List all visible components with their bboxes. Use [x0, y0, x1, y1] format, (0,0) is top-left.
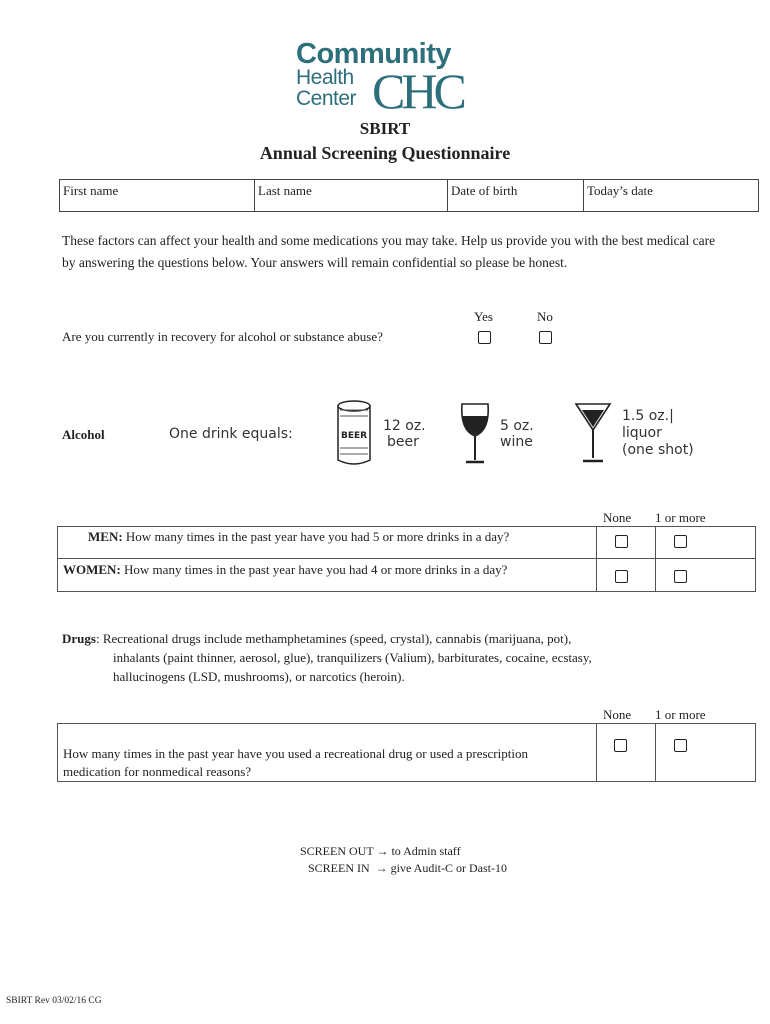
recovery-no-header: No: [537, 309, 553, 324]
alcohol-none-header: None: [603, 510, 632, 525]
form-code-title: SBIRT: [359, 119, 411, 138]
men-none-checkbox[interactable]: [615, 535, 628, 548]
wine-glass-icon: [458, 400, 492, 468]
alcohol-one-or-more-header: 1 or more: [655, 510, 706, 525]
drugs-question-line-2: medication for nonmedical reasons?: [63, 764, 252, 779]
women-label: WOMEN:: [63, 562, 121, 577]
date-of-birth-label: Date of birth: [451, 183, 518, 198]
drugs-table-col-divider-1: [596, 723, 597, 782]
logo-mark-chc: CHC: [372, 63, 463, 119]
recovery-question: Are you currently in recovery for alcohol or substance abuse?: [62, 329, 383, 344]
last-name-field[interactable]: [255, 180, 448, 211]
drugs-question: [63, 745, 528, 781]
alcohol-table-col-divider-2: [655, 526, 656, 592]
wine-amount: 5 oz.: [500, 418, 534, 434]
wine-label: wine: [500, 434, 533, 450]
drugs-none-checkbox[interactable]: [614, 739, 627, 752]
drugs-one-or-more-checkbox[interactable]: [674, 739, 687, 752]
one-drink-equals-label: One drink equals:: [169, 426, 293, 442]
intro-paragraph: These factors can affect your health and some medications you may take. Help us provide you with the best medical care by answering the questions below. Your answers will remain confidential so please be honest.: [62, 233, 716, 270]
todays-date-label: Today’s date: [587, 183, 653, 198]
drugs-description-line-2: inhalants (paint thinner, aerosol, glue), tranquilizers (Valium), barbiturates, cocaine, ecstasy,: [113, 650, 592, 665]
logo-word-health: Health: [296, 66, 354, 89]
liquor-label: liquor: [622, 425, 662, 441]
women-one-or-more-checkbox[interactable]: [674, 570, 687, 583]
alcohol-table-row-divider: [57, 558, 756, 559]
beer-can-icon: [332, 400, 376, 468]
women-none-checkbox[interactable]: [615, 570, 628, 583]
first-name-label: First name: [63, 183, 119, 198]
recovery-yes-header: Yes: [474, 309, 493, 324]
liquor-amount: 1.5 oz.|: [622, 408, 674, 424]
women-question-text: How many times in the past year have you had 4 or more drinks in a day?: [120, 562, 508, 577]
beer-amount: 12 oz.: [383, 418, 426, 434]
drugs-description-line-3: hallucinogens (LSD, mushrooms), or narcotics (heroin).: [113, 669, 405, 684]
drugs-label: Drugs: [62, 631, 96, 646]
form-title: Annual Screening Questionnaire: [259, 143, 511, 163]
screen-in-instruction: SCREEN IN → give Audit-C or Dast-10: [308, 861, 507, 875]
men-label: MEN:: [88, 529, 123, 544]
beer-can-text: BEER: [340, 431, 368, 441]
men-question-text: How many times in the past year have you had 5 or more drinks in a day?: [122, 529, 510, 544]
drugs-one-or-more-header: 1 or more: [655, 707, 706, 722]
logo-word-center: Center: [296, 87, 357, 110]
drugs-question-line-1: How many times in the past year have you used a recreational drug or used a prescription: [63, 746, 528, 761]
recovery-yes-checkbox[interactable]: [478, 331, 491, 344]
logo-word-community: Community: [296, 38, 451, 70]
patient-info-table: [59, 179, 759, 212]
recovery-no-checkbox[interactable]: [539, 331, 552, 344]
drugs-desc-1: : Recreational drugs include methamphetamines (speed, crystal), cannabis (marijuana, pot),: [95, 631, 572, 646]
last-name-label: Last name: [258, 183, 312, 198]
drugs-table-col-divider-2: [655, 723, 656, 782]
men-one-or-more-checkbox[interactable]: [674, 535, 687, 548]
drugs-description-line-1: [62, 629, 571, 648]
alcohol-table-col-divider-1: [596, 526, 597, 592]
revision-footer: SBIRT Rev 03/02/16 CG: [6, 996, 102, 1006]
women-question: [63, 562, 507, 578]
men-question: [88, 529, 509, 545]
date-of-birth-field[interactable]: [448, 180, 584, 211]
liquor-shot-note: (one shot): [622, 442, 694, 458]
screen-out-instruction: SCREEN OUT → to Admin staff: [300, 844, 461, 858]
martini-glass-icon: [574, 400, 612, 466]
first-name-field[interactable]: [60, 180, 255, 211]
todays-date-field[interactable]: [584, 180, 758, 211]
drugs-none-header: None: [603, 707, 632, 722]
beer-label: beer: [387, 434, 419, 450]
alcohol-label: Alcohol: [62, 427, 105, 442]
chc-logo: [296, 38, 480, 119]
